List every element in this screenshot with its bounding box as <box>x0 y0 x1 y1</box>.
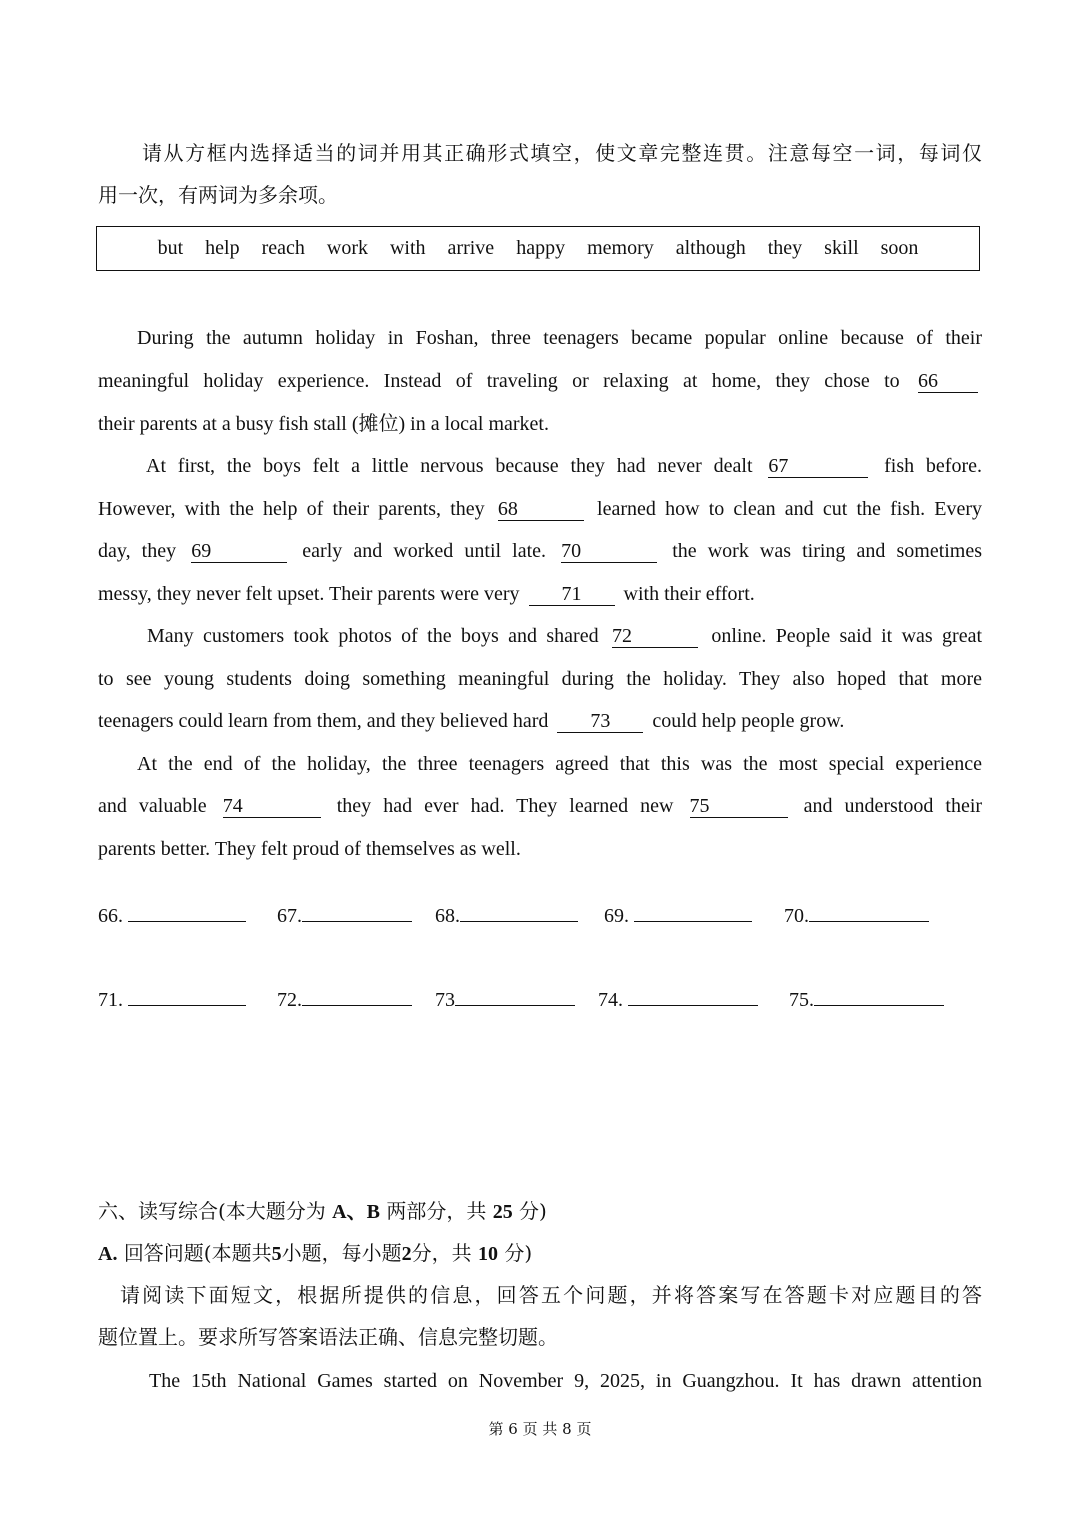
passage-text: fish before. <box>884 455 983 477</box>
answer-line-71[interactable] <box>98 985 246 1014</box>
word-bank-item: reach <box>261 237 305 259</box>
blank-69[interactable]: 69 <box>191 540 287 563</box>
answer-blank[interactable] <box>302 985 412 1006</box>
answer-line-66[interactable] <box>98 901 246 930</box>
points-each: 2 <box>401 1243 412 1265</box>
answer-line-75[interactable] <box>789 985 944 1014</box>
part-a-instructions-line-1: 请阅读下面短文，根据所提供的信息，回答五个问题，并将答案写在答题卡对应题目的答 <box>120 1283 982 1307</box>
passage-line: The 15th National Games started on November 9, 2025, in Guangzhou. It has drawn attention <box>149 1370 982 1392</box>
word-bank-item: memory <box>587 237 654 259</box>
passage-text: online. People said it was great <box>711 625 983 647</box>
passage-line <box>98 792 982 820</box>
answer-line-73[interactable] <box>435 985 575 1014</box>
answer-blank[interactable] <box>814 985 944 1006</box>
word-bank-item: they <box>767 237 803 259</box>
answer-label: 75. <box>789 989 814 1011</box>
passage-text: and understood their <box>803 795 983 817</box>
blank-66[interactable]: 66 <box>918 370 978 393</box>
word-bank-item: happy <box>516 237 566 259</box>
passage-line: parents better. They felt proud of themselves as well. <box>98 838 521 860</box>
answer-line-70[interactable] <box>784 901 929 930</box>
passage-text: the work was tiring and sometimes <box>672 540 983 562</box>
passage-line <box>98 495 982 523</box>
heading-text: 回答问题(本题共 <box>123 1241 272 1265</box>
passage-line: their parents at a busy fish stall (摊位) in a local market. <box>98 413 549 435</box>
heading-text: 分) <box>519 1199 547 1223</box>
passage-text: could help people grow. <box>652 710 845 732</box>
part-a-instructions-line-2: 题位置上。要求所写答案语法正确、信息完整切题。 <box>98 1325 558 1349</box>
passage-text: At first, the boys felt a little nervous because they had never dealt <box>146 455 753 477</box>
heading-text: 分) <box>504 1241 533 1265</box>
passage-text: meaningful holiday experience. Instead of traveling or relaxing at home, they chose to <box>98 370 900 392</box>
blank-70[interactable]: 70 <box>561 540 657 563</box>
passage-line <box>147 622 982 650</box>
answer-blank[interactable] <box>455 985 575 1006</box>
passage-text: with their effort. <box>623 583 755 605</box>
passage-line <box>98 367 982 395</box>
word-bank-item: although <box>675 237 746 259</box>
passage-text: learned how to clean and cut the fish. Every <box>597 498 983 520</box>
word-bank-item: help <box>205 237 240 259</box>
word-bank-item: arrive <box>447 237 495 259</box>
answer-label: 66. <box>98 905 123 927</box>
answer-label: 74. <box>598 989 623 1011</box>
passage-text: day, they <box>98 540 177 562</box>
answer-blank[interactable] <box>809 901 929 922</box>
question-count: 5 <box>271 1243 282 1265</box>
part-a-heading <box>98 1239 982 1268</box>
word-bank-item: soon <box>880 237 919 259</box>
word-bank-item: skill <box>824 237 859 259</box>
passage-text: However, with the help of their parents, they <box>98 498 485 520</box>
heading-text: 小题，每小题 <box>281 1241 402 1265</box>
section-heading <box>98 1197 982 1226</box>
passage-line: At the end of the holiday, the three teenagers agreed that this was the most special experience <box>137 753 982 775</box>
word-bank-item: but <box>157 237 184 259</box>
passage-text: and valuable <box>98 795 207 817</box>
answer-label: 70. <box>784 905 809 927</box>
answer-line-68[interactable] <box>435 901 578 930</box>
blank-75[interactable]: 75 <box>690 795 788 818</box>
word-bank-item: work <box>326 237 368 259</box>
answer-blank[interactable] <box>634 901 752 922</box>
passage-line <box>98 537 982 565</box>
blank-74[interactable]: 74 <box>223 795 321 818</box>
part-a-label: A. <box>98 1243 118 1265</box>
blank-71[interactable]: 71 <box>529 583 615 606</box>
answer-blank[interactable] <box>302 901 412 922</box>
passage-line <box>98 707 982 735</box>
heading-text: 六、读写综合(本大题分为 <box>98 1199 326 1223</box>
passage-line <box>146 452 982 480</box>
word-bank-box <box>96 226 980 271</box>
passage-line: to see young students doing something meaningful during the holiday. They also hoped that more <box>98 668 982 690</box>
passage-text: early and worked until late. <box>302 540 547 562</box>
blank-67[interactable]: 67 <box>768 455 868 478</box>
answer-label: 68. <box>435 905 460 927</box>
passage-line: During the autumn holiday in Foshan, three teenagers became popular online because of their <box>137 327 982 349</box>
answer-line-74[interactable] <box>598 985 758 1014</box>
answer-label: 72. <box>277 989 302 1011</box>
passage-text: messy, they never felt upset. Their parents were very <box>98 583 520 605</box>
answer-label: 69. <box>604 905 629 927</box>
answer-label: 71. <box>98 989 123 1011</box>
instructions-line-2: 用一次，有两词为多余项。 <box>98 183 338 207</box>
answer-blank[interactable] <box>128 901 246 922</box>
blank-73[interactable]: 73 <box>557 710 643 733</box>
heading-text: 两部分，共 <box>386 1199 487 1223</box>
passage-text: Many customers took photos of the boys and shared <box>147 625 599 647</box>
answer-blank[interactable] <box>128 985 246 1006</box>
passage-text: teenagers could learn from them, and they believed hard <box>98 710 549 732</box>
answer-line-72[interactable] <box>277 985 412 1014</box>
blank-68[interactable]: 68 <box>498 498 584 521</box>
instructions-line-1: 请从方框内选择适当的词并用其正确形式填空，使文章完整连贯。注意每空一词，每词仅 <box>142 141 982 165</box>
answer-label: 67. <box>277 905 302 927</box>
answer-line-67[interactable] <box>277 901 412 930</box>
blank-72[interactable]: 72 <box>612 625 698 648</box>
page-number-footer: 第 6 页 共 8 页 <box>488 1420 592 1438</box>
passage-text: they had ever had. They learned new <box>336 795 674 817</box>
answer-line-69[interactable] <box>604 901 752 930</box>
passage-line <box>98 580 982 608</box>
answer-blank[interactable] <box>460 901 578 922</box>
heading-text: 分，共 <box>411 1241 472 1265</box>
heading-parts: A、B <box>332 1201 380 1223</box>
answer-label: 73 <box>435 989 455 1011</box>
points-total: 10 <box>477 1243 498 1265</box>
answer-blank[interactable] <box>628 985 758 1006</box>
word-bank-item: with <box>389 237 426 259</box>
heading-score: 25 <box>492 1201 513 1223</box>
